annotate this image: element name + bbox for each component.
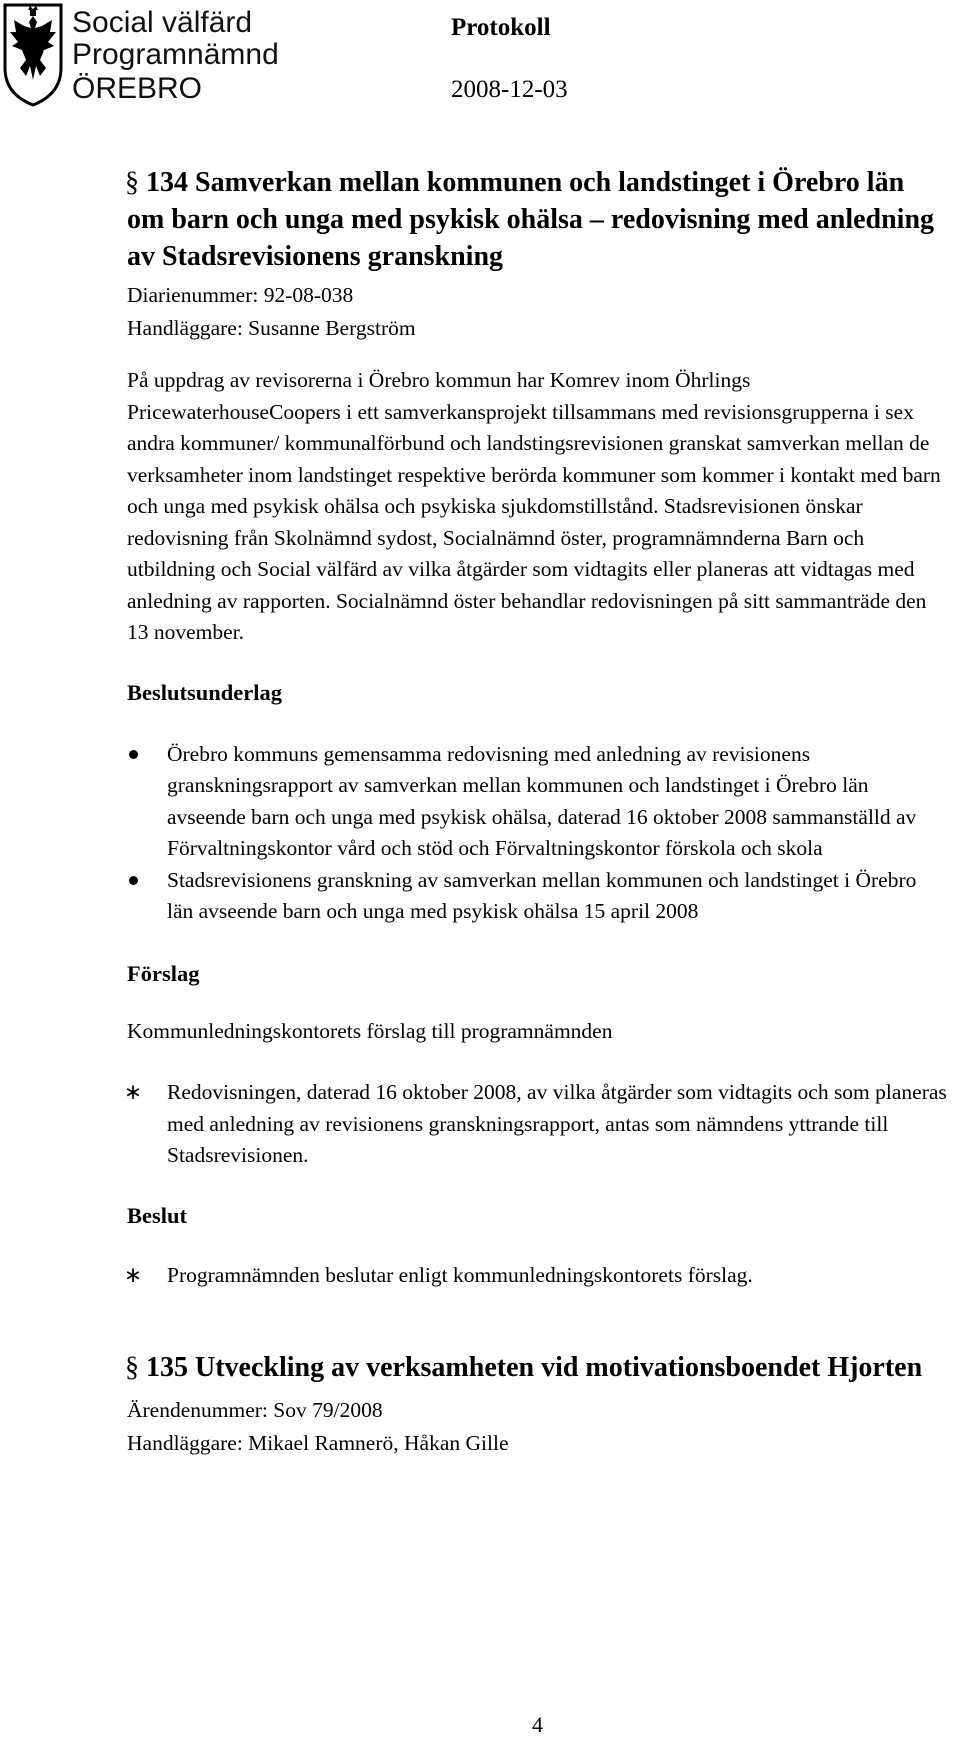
section-135-meta — [127, 1394, 947, 1460]
beslut-list — [123, 1260, 947, 1292]
org-name-line: Programnämnd — [72, 38, 279, 71]
beslutsunderlag-list — [127, 739, 947, 928]
list-item: ∗ Redovisningen, daterad 16 oktober 2008, av vilka åtgärder som vidtagits och som planeras med anledning av revisionens granskningsrapport, antas som nämndens yttrande till Stadsrevisionen. — [127, 1077, 947, 1172]
section-135-title — [127, 1349, 947, 1386]
org-city-line: ÖREBRO — [72, 72, 203, 105]
bullet-icon — [121, 739, 145, 771]
asterisk-icon: ∗ — [123, 1080, 142, 1104]
bullet-icon — [121, 865, 145, 897]
beslut-heading: Beslut — [127, 1202, 188, 1228]
section-134-body: På uppdrag av revisorerna i Örebro kommun har Komrev inom Öhrlings PricewaterhouseCoopers i ett samverkansprojekt tillsammans med revisionsgrupperna i sex andra kommuner/ kommunalförbund och landstingsrevisionen granskat samverkan mellan de verksamheter inom landstinget respektive berörda kommuner som kommer i kontakt med barn och unga med psykisk ohälsa och psykiska sjukdomstillstånd. Stadsrevisionen önskar redovisning från Skolnämnd sydost, Socialnämnd öster, programnämnderna Barn och utbildning och Social välfärd av vilka åtgärder som vidtagits eller planeras att vidtagas med anledning av rapporten. Socialnämnd öster behandlar redovisningen på sitt sammanträde den 13 november. — [127, 368, 941, 644]
diarienummer: Diarienummer: 92-08-038 — [127, 283, 354, 307]
list-item: ∗ Programnämnden beslutar enligt kommunledningskontorets förslag. — [127, 1260, 947, 1292]
document-date: 2008-12-03 — [451, 76, 568, 103]
org-logo — [0, 0, 290, 110]
forslag-heading: Förslag — [127, 960, 200, 986]
forslag-list — [123, 1077, 947, 1172]
section-title-text: 134 Samverkan mellan kommunen och landstinget i Örebro län om barn och unga med psykisk ohälsa – redovisning med anledning av Stadsrevisionens granskning — [127, 167, 935, 272]
paragraph-sign: § — [125, 1352, 139, 1383]
document-body — [123, 164, 947, 1460]
arendenummer: Ärendenummer: Sov 79/2008 — [127, 1398, 383, 1422]
section-title-text: 135 Utveckling av verksamheten vid motivationsboendet Hjorten — [146, 1352, 923, 1383]
handlaggare: Handläggare: Mikael Ramnerö, Håkan Gille — [127, 1431, 509, 1455]
asterisk-icon: ∗ — [123, 1262, 142, 1287]
org-name-line: Social välfärd — [72, 6, 253, 39]
beslutsunderlag-heading: Beslutsunderlag — [127, 679, 283, 705]
list-item: Stadsrevisionens granskning av samverkan mellan kommunen och landstinget i Örebro län avseende barn och unga med psykisk ohälsa 15 april 2008 — [127, 865, 947, 928]
coat-of-arms-icon — [2, 2, 64, 108]
handlaggare: Handläggare: Susanne Bergström — [127, 316, 416, 340]
list-item: Örebro kommuns gemensamma redovisning med anledning av revisionens granskningsrapport av samverkan mellan kommunen och landstinget i Örebro län avseende barn och unga med psykisk ohälsa, daterad 16 oktober 2008 sammanställd av Förvaltningskontor vård och stöd och Förvaltningskontor förskola och skola — [127, 739, 947, 865]
document-type: Protokoll — [451, 14, 551, 41]
section-134-meta — [127, 279, 947, 345]
page-number: 4 — [532, 1712, 543, 1737]
paragraph-sign: § — [125, 167, 139, 198]
section-134-title — [127, 164, 947, 275]
forslag-intro: Kommunledningskontorets förslag till programnämnden — [127, 1018, 613, 1043]
